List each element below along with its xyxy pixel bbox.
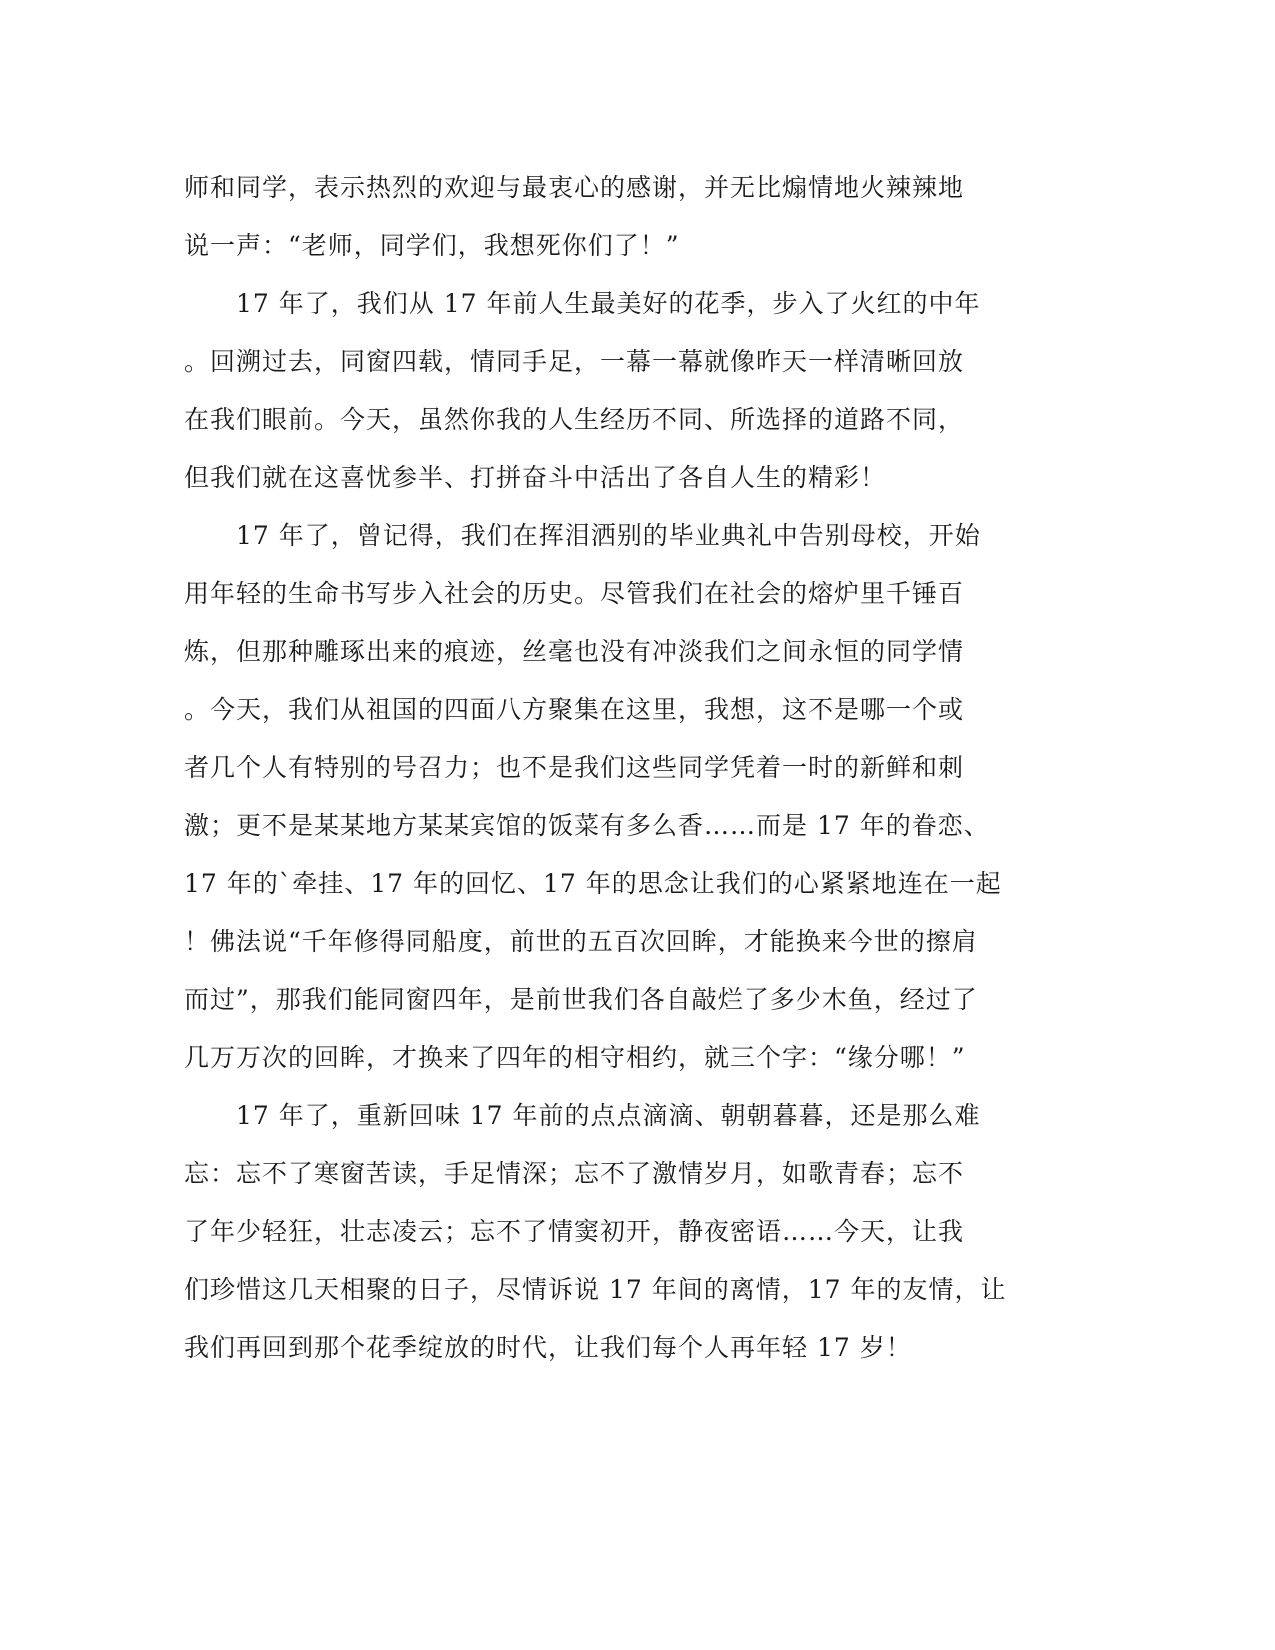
text-line: 。回溯过去，同窗四载，情同手足，一幕一幕就像昨天一样清晰回放: [184, 347, 965, 376]
text-line: 忘：忘不了寒窗苦读，手足情深；忘不了激情岁月，如歌青春；忘不: [184, 1159, 965, 1188]
text-line: 我们再回到那个花季绽放的时代，让我们每个人再年轻 17 岁！: [184, 1333, 912, 1362]
text-line: 了年少轻狂，壮志凌云；忘不了情窦初开，静夜密语……今天，让我: [184, 1217, 965, 1246]
text-line: 在我们眼前。今天，虽然你我的人生经历不同、所选择的道路不同，: [184, 405, 965, 434]
text-line: 激；更不是某某地方某某宾馆的饭菜有多么香……而是 17 年的眷恋、: [184, 811, 990, 840]
text-line: 17 年了，我们从 17 年前人生最美好的花季，步入了火红的中年: [184, 289, 981, 318]
text-line: 几万万次的回眸，才换来了四年的相守相约，就三个字：“缘分哪！”: [184, 1043, 966, 1072]
text-line: ！佛法说“千年修得同船度，前世的五百次回眸，才能换来今世的擦肩: [184, 927, 978, 956]
text-line: 师和同学，表示热烈的欢迎与最衷心的感谢，并无比煽情地火辣辣地: [184, 173, 965, 202]
text-line: 17 年了，重新回味 17 年前的点点滴滴、朝朝暮暮，还是那么难: [184, 1101, 981, 1130]
text-line: 而过”，那我们能同窗四年，是前世我们各自敲烂了多少木鱼，经过了: [184, 985, 978, 1014]
text-line: 17 年了，曾记得，我们在挥泪洒别的毕业典礼中告别母校，开始: [184, 521, 981, 550]
text-line: 炼，但那种雕琢出来的痕迹，丝毫也没有冲淡我们之间永恒的同学情: [184, 637, 965, 666]
text-line: 者几个人有特别的号召力；也不是我们这些同学凭着一时的新鲜和刺: [184, 753, 965, 782]
text-line: 说一声：“老师，同学们，我想死你们了！”: [184, 231, 680, 260]
text-line: 但我们就在这喜忧参半、打拼奋斗中活出了各自人生的精彩！: [184, 463, 887, 492]
text-line: 们珍惜这几天相聚的日子，尽情诉说 17 年间的离情，17 年的友情，让: [184, 1275, 1007, 1304]
text-line: 用年轻的生命书写步入社会的历史。尽管我们在社会的熔炉里千锤百: [184, 579, 965, 608]
body-text: [184, 159, 1044, 1377]
text-line: 17 年的`牵挂、17 年的回忆、17 年的思念让我们的心紧紧地连在一起: [184, 869, 1002, 898]
text-line: 。今天，我们从祖国的四面八方聚集在这里，我想，这不是哪一个或: [184, 695, 965, 724]
